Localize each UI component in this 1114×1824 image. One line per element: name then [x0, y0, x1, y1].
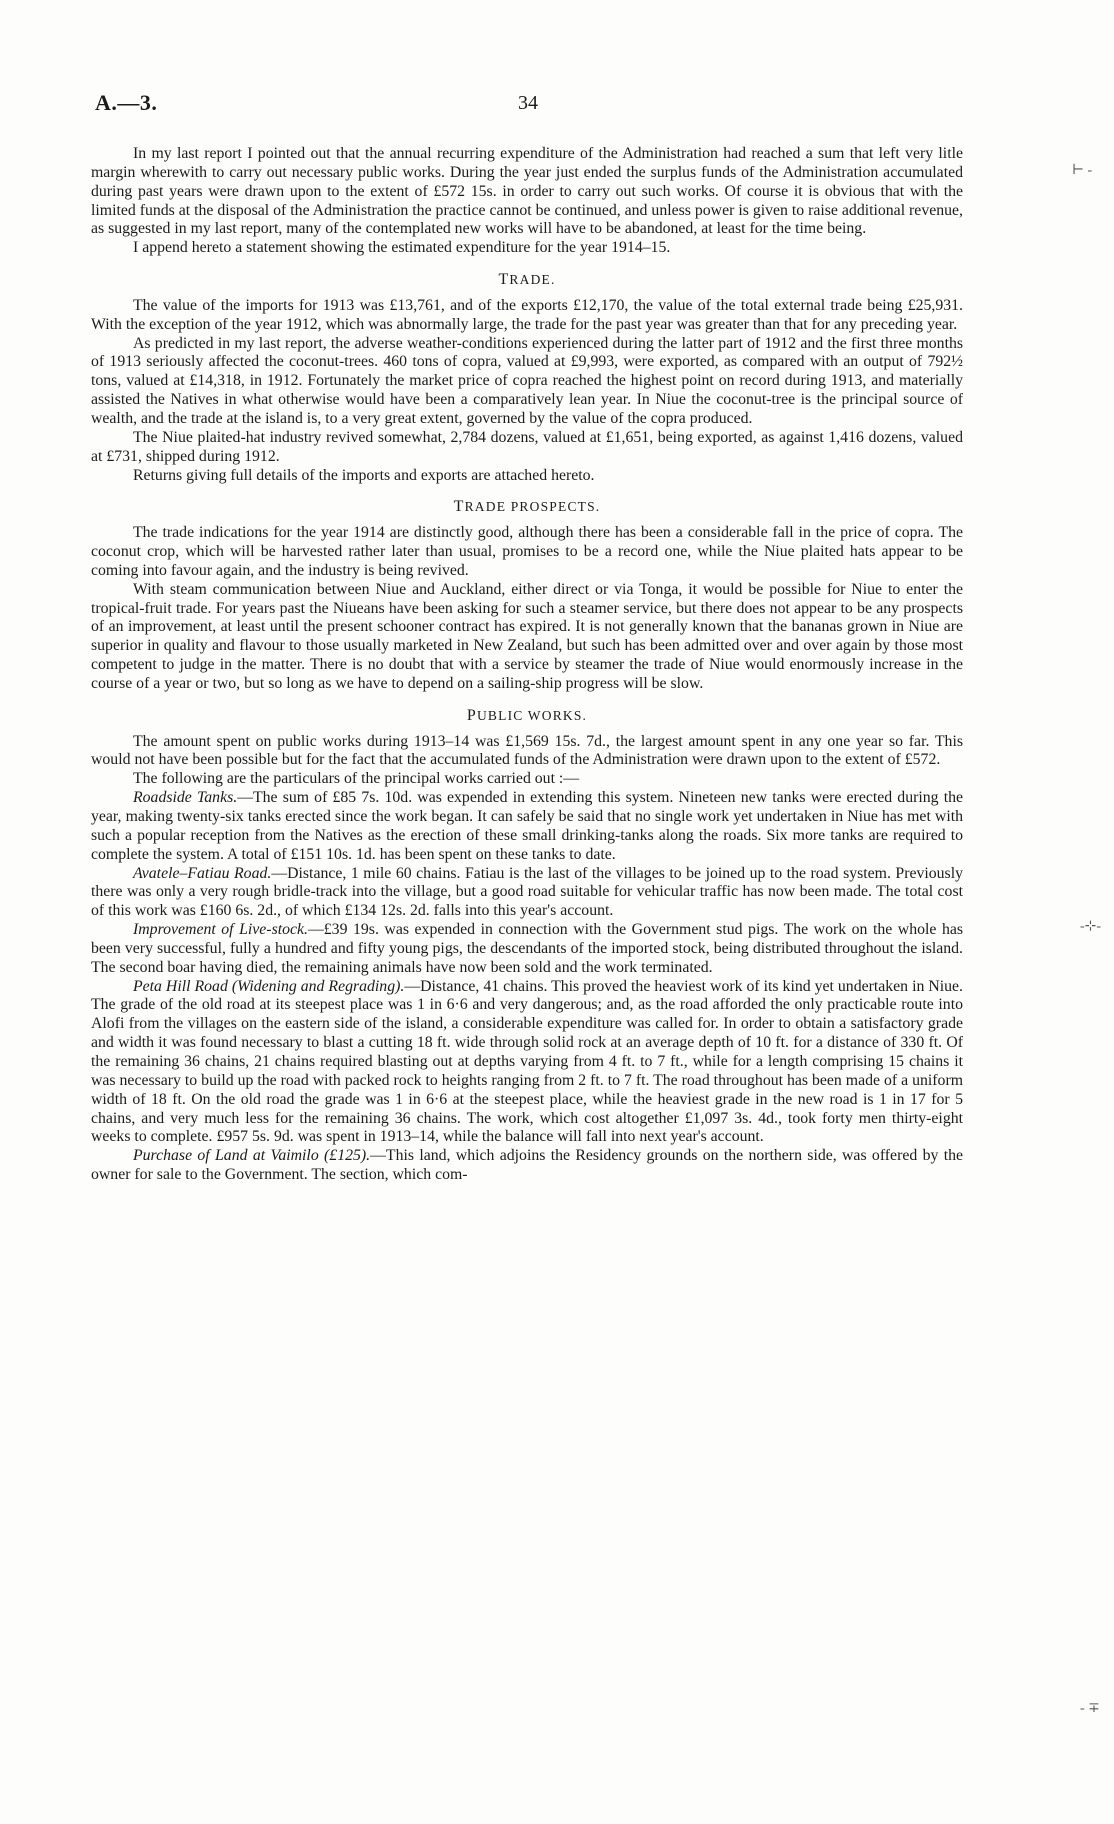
work-item-text: —Distance, 41 chains. This proved the heaviest work of its kind yet undertaken in Niue. The grade of the old road at its steepest place was 1 in 6·6 and very dangerous; and, as the road afforded the only practicable route into Alofi from the villages on the eastern side of the island, a considerable expenditure was called for. In order to obtain a satisfactory grade and width it was found necessary to blast a cutting 18 ft. wide through solid rock at an average depth of 10 ft. for a distance of 330 ft. Of the remaining 36 chains, 21 chains required blasting out at depths varying from 4 ft. to 7 ft., while for a length comprising 15 chains it was necessary to build up the road with packed rock to heights ranging from 2 ft. to 7 ft. The road throughout has been made of a uniform width of 18 ft. On the old road the grade was 1 in 6·6 at the steepest place, while the heaviest grade in the new road is 1 in 17 for 5 chains, and very much less for the remaining 36 chains. The work, which cost altogether £1,097 3s. 4d., took forty men thirty-eight weeks to complete. £957 5s. 9d. was spent in 1913–14, while the balance will fall into next year's account.: [91, 977, 963, 1146]
section-heading-public-works: PUBLIC WORKS.: [466, 706, 588, 724]
paragraph: The following are the particulars of the principal works carried out :—: [133, 770, 580, 788]
work-item-text: —Distance, 1 mile 60 chains. Fatiau is the last of the villages to be joined up to the road system. Previously there was only a very rough bridle-track into the village, but a good road suitable for vehicular traffic has now been made. The total cost of this work was £160 6s. 2d., of which £134 12s. 2d. falls into this year's account.: [91, 864, 963, 920]
paragraph: With steam communication between Niue and Auckland, either direct or via Tonga, it would be possible for Niue to enter the tropical-fruit trade. For years past the Niueans have been asking for such a steamer service, but there does not appear to be any prospects of an improvement, at least until the present schooner contract has expired. It is not generally known that the bananas grown in Niue are superior in quality and flavour to those usually marketed in New Zealand, but such has been admitted over and over again by those most competent to judge in the matter. There is no doubt that with a service by steamer the trade of Niue would enormously increase in the course of a year or two, but so long as we have to depend on a sailing-ship progress will be slow.: [91, 580, 963, 692]
work-item: [91, 1147, 963, 1185]
paragraph: In my last report I pointed out that the annual recurring expenditure of the Administration had reached a sum that left very litle margin wherewith to carry out necessary public works. During the year just ended the surplus funds of the Administration accumulated during past years were drawn upon to the extent of £572 15s. in order to carry out such works. Of course it is obvious that with the limited funds at the disposal of the Administration the practice cannot be continued, and unless power is given to raise additional revenue, as suggested in my last report, many of the contemplated new works will have to be abandoned, at least for the time being.: [91, 145, 963, 238]
paragraph: The trade indications for the year 1914 are distinctly good, although there has been a considerable fall in the price of copra. The coconut crop, which will be harvested rather later than usual, promises to be a record one, while the Niue plaited hats appear to be coming into favour again, and the industry is being revived.: [91, 524, 963, 579]
work-item-text: —£39 19s. was expended in connection with the Government stud pigs. The work on the whole has been very successful, fully a hundred and fifty young pigs, the descendants of the imported stock, being distributed throughout the island. The second boar having died, the remaining animals have now been sold and the work terminated.: [91, 921, 964, 976]
work-item-title: Roadside Tanks.: [133, 789, 238, 807]
work-item-text: —The sum of £85 7s. 10d. was expended in extending this system. Nineteen new tanks were erected during the year, making twenty-six tanks erected since the work began. It can safely be said that no single work yet undertaken in Niue has met with such a popular reception from the Natives as the erection of these small drinking-tanks along the roads. Six more tanks are required to complete the system. A total of £151 10s. 1d. has been spent on these tanks to date.: [91, 789, 963, 863]
section-heading-trade: TRADE.: [498, 271, 556, 289]
margin-mark: -⊹-: [1080, 919, 1102, 934]
document-body: [91, 145, 963, 1185]
paragraph: Returns giving full details of the imports and exports are attached hereto.: [133, 466, 595, 484]
paragraph: The amount spent on public works during 1913–14 was £1,569 15s. 7d., the largest amount spent in any one year so far. This would not have been possible but for the fact that the accumulated funds of the Administration were drawn upon to the extent of £572.: [91, 732, 963, 769]
margin-mark: - ∓: [1080, 1701, 1100, 1716]
work-item: [91, 789, 963, 864]
work-item-title: Improvement of Live-stock.: [133, 921, 308, 939]
work-item-title: Purchase of Land at Vaimilo (£125).: [133, 1147, 371, 1165]
work-item: [91, 921, 963, 978]
work-item: [91, 865, 963, 922]
margin-mark: ⊢ -: [1072, 163, 1093, 178]
paragraph: As predicted in my last report, the adverse weather-conditions experienced during the latter part of 1912 and the first three months of 1913 seriously affected the coconut-trees. 460 tons of copra, valued at £9,993, were exported, as compared with an output of 792½ tons, valued at £14,318, in 1912. Fortunately the market price of copra reached the highest point on record during 1913, and materially assisted the Natives in what otherwise would have been a comparatively lean year. In Niue the coconut-tree is the principal source of wealth, and the trade at the island is, to a very great extent, governed by the value of the copra produced.: [91, 334, 963, 427]
paragraph: The value of the imports for 1913 was £13,761, and of the exports £12,170, the value of the total external trade being £25,931. With the exception of the year 1912, which was abnormally large, the trade for the past year was greater than that for any preceding year.: [91, 296, 963, 333]
section-heading-trade-prospects: TRADE PROSPECTS.: [453, 498, 601, 516]
document-reference: A.—3.: [95, 90, 158, 115]
work-item-title: Avatele–Fatiau Road.: [133, 864, 272, 882]
work-item-text: —This land, which adjoins the Residency grounds on the northern side, was offered by the owner for sale to the Government. The section, which com-: [91, 1147, 963, 1184]
paragraph: I append hereto a statement showing the estimated expenditure for the year 1914–15.: [133, 239, 671, 257]
work-item: [91, 978, 963, 1148]
work-item-title: Peta Hill Road (Widening and Regrading).: [133, 977, 405, 995]
paragraph: The Niue plaited-hat industry revived somewhat, 2,784 dozens, valued at £1,651, being exported, as against 1,416 dozens, valued at £731, shipped during 1912.: [91, 428, 963, 465]
page-number: 34: [518, 92, 538, 114]
